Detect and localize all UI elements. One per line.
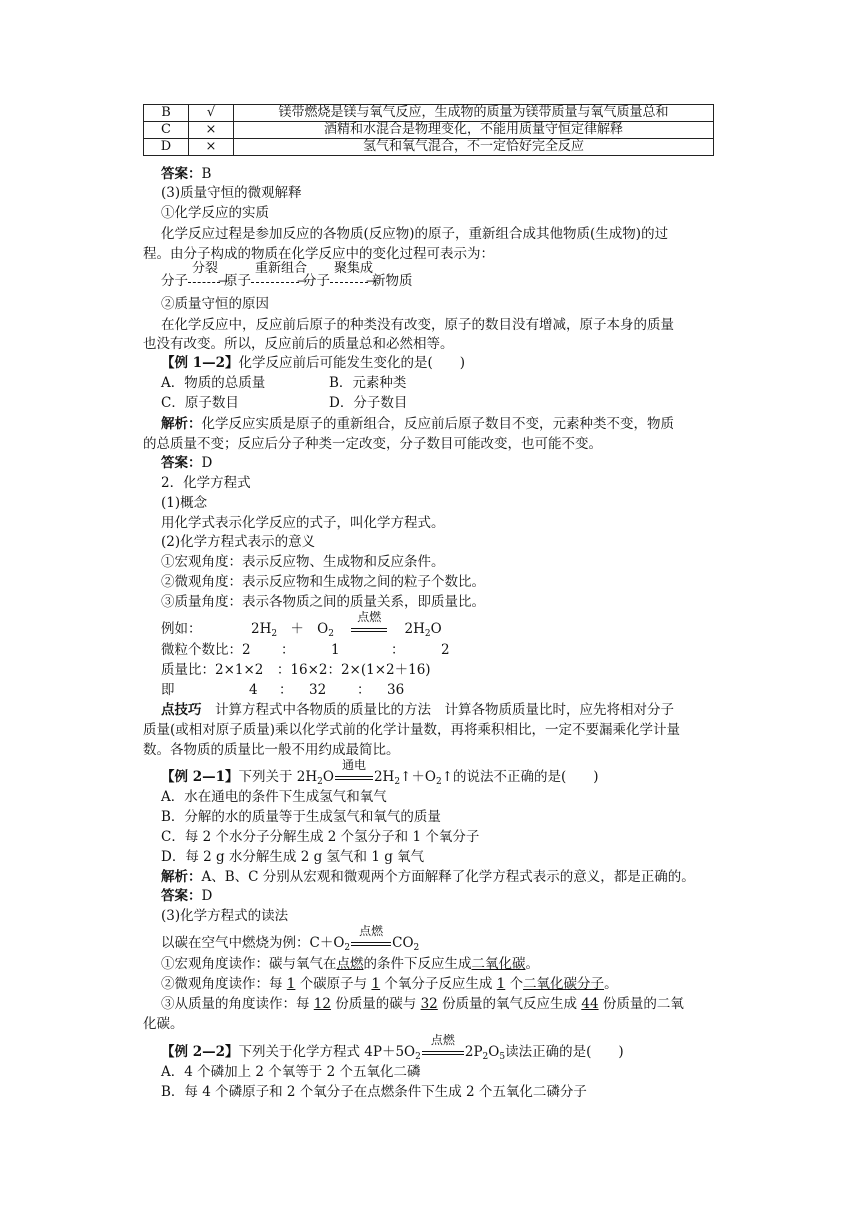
underlined-text: 1 bbox=[286, 976, 296, 992]
paragraph-line: 程。由分子构成的物质在化学反应中的变化过程可表示为： bbox=[143, 246, 494, 262]
text: 的条件下反应生成 bbox=[363, 956, 472, 972]
choice-d: D．每 2 g 水分解生成 2 g 氢气和 1 g 氧气 bbox=[161, 849, 425, 865]
condition-label: 点燃 bbox=[359, 924, 384, 938]
mass-ratio-row: 质量比：2×1×2 ：16×2：2×(1×2＋16) bbox=[161, 662, 431, 678]
option-cell: D bbox=[144, 139, 189, 156]
underlined-text: 点燃 bbox=[336, 956, 364, 972]
formula: CO bbox=[392, 935, 414, 951]
analysis-label: 解析： bbox=[161, 416, 202, 432]
paragraph-line: 用化学式表示化学反应的式子，叫化学方程式。 bbox=[161, 515, 445, 531]
flow-node: 原子 bbox=[224, 273, 251, 289]
arrow-icon bbox=[251, 277, 303, 287]
formula: 2H bbox=[373, 769, 395, 785]
text: ②微观角度读作：每 bbox=[161, 976, 283, 992]
underlined-text: 1 bbox=[371, 976, 381, 992]
subscript: 2 bbox=[424, 629, 431, 639]
text: 份质量的碳与 bbox=[335, 996, 417, 1012]
example-equation bbox=[161, 610, 442, 643]
subsection-heading: ②质量守恒的原因 bbox=[161, 296, 269, 312]
subscript: 5 bbox=[499, 1052, 506, 1062]
formula: ↑＋O bbox=[400, 769, 436, 785]
question-text: ↑的说法不正确的是( ) bbox=[441, 769, 599, 785]
mass-result-row bbox=[161, 681, 404, 699]
table-row bbox=[144, 105, 714, 122]
mark-cell: √ bbox=[189, 105, 234, 122]
mark-cell: × bbox=[189, 139, 234, 156]
paragraph-line: 在化学反应中，反应前后原子的种类没有改变，原子的数目没有增减，原子本身的质量 bbox=[161, 317, 674, 333]
flow-arrow-label: 重新组合 bbox=[255, 261, 308, 276]
reading-macro bbox=[161, 955, 539, 973]
subscript: 2 bbox=[413, 943, 420, 953]
reading-text: 以碳在空气中燃烧为例：C＋O bbox=[161, 935, 345, 951]
text: 个氧分子反应生成 bbox=[384, 976, 493, 992]
choice-b: B．分解的水的质量等于生成氢气和氧气的质量 bbox=[161, 809, 441, 825]
text: 个碳原子与 bbox=[299, 976, 368, 992]
question-text: 读法正确的是( ) bbox=[505, 1044, 624, 1060]
choice-row bbox=[161, 394, 407, 412]
explanation-cell: 酒精和水混合是物理变化，不能用质量守恒定律解释 bbox=[234, 122, 714, 139]
underlined-text: 12 bbox=[313, 996, 331, 1012]
underlined-text: 44 bbox=[581, 996, 599, 1012]
option-cell: B bbox=[144, 105, 189, 122]
choice-c: C．每 2 个水分子分解生成 2 个氢分子和 1 个氧分子 bbox=[161, 829, 480, 845]
transformation-flow bbox=[161, 261, 413, 290]
equals-sign-icon bbox=[335, 776, 373, 780]
formula: 2H bbox=[404, 621, 425, 637]
question-text: 下列关于化学方程式 4P＋5O bbox=[238, 1044, 416, 1060]
tip-label: 点技巧 bbox=[161, 702, 202, 718]
count-label: 微粒个数比：2 bbox=[161, 642, 251, 658]
mark-cell: × bbox=[189, 122, 234, 139]
paragraph-line: 也没有改变。所以，反应前后的质量总和必然相等。 bbox=[143, 336, 454, 352]
ratio-value: 36 bbox=[387, 682, 405, 698]
reaction-condition bbox=[334, 758, 374, 786]
underlined-text: 32 bbox=[420, 996, 438, 1012]
answer-line bbox=[161, 887, 212, 905]
separator: ： bbox=[281, 642, 295, 658]
formula: 2H bbox=[251, 621, 272, 637]
section-heading: (3)质量守恒的微观解释 bbox=[161, 185, 302, 201]
option-cell: C bbox=[144, 122, 189, 139]
count-ratio-row bbox=[161, 641, 450, 659]
analysis-label: 解析： bbox=[161, 869, 202, 885]
question-text: 化学反应前后可能发生变化的是( ) bbox=[238, 355, 466, 371]
choice-b: B．元素种类 bbox=[329, 375, 407, 391]
reaction-condition bbox=[350, 924, 392, 952]
tip-text: 计算方程式中各物质的质量比的方法 计算各物质质量比时，应先将相对分子 bbox=[201, 702, 674, 718]
paragraph-line: 化碳。 bbox=[143, 1016, 184, 1032]
operator: ＋ bbox=[290, 621, 304, 637]
subscript: 2 bbox=[482, 1052, 489, 1062]
list-item: ①宏观角度：表示反应物、生成物和反应条件。 bbox=[161, 554, 445, 570]
paragraph-line: 化学反应过程是参加反应的各物质(反应物)的原子，重新组合成其他物质(生成物)的过 bbox=[161, 226, 669, 242]
flow-arrow bbox=[251, 261, 308, 290]
formula: O bbox=[317, 621, 329, 637]
answer-line bbox=[161, 165, 211, 183]
formula: O bbox=[430, 621, 442, 637]
arrow-icon bbox=[188, 277, 224, 287]
table-row bbox=[144, 139, 714, 156]
section-heading: 2．化学方程式 bbox=[161, 475, 251, 491]
choice-c: C．原子数目 bbox=[161, 395, 239, 411]
flow-node: 新物质 bbox=[372, 273, 413, 289]
flow-node: 分子 bbox=[161, 273, 188, 289]
paragraph-line: 质量(或相对原子质量)乘以化学式前的化学计量数，再将乘积相比，一定不要漏乘化学计量 bbox=[143, 722, 681, 738]
subsection-heading: (3)化学方程式的读法 bbox=[161, 908, 289, 924]
text: ③从质量的角度读作：每 bbox=[161, 996, 310, 1012]
choice-d: D．分子数目 bbox=[329, 395, 408, 411]
flow-arrow bbox=[188, 261, 224, 290]
choice-a: A．水在通电的条件下生成氢气和氧气 bbox=[161, 789, 387, 805]
subscript: 2 bbox=[271, 629, 278, 639]
reaction-condition bbox=[421, 1033, 465, 1061]
subscript: 2 bbox=[415, 1052, 421, 1062]
ratio-value: 32 bbox=[309, 682, 327, 698]
text: ①宏观角度读作：碳与氧气在 bbox=[161, 956, 337, 972]
formula: 2P bbox=[464, 1044, 483, 1060]
answer-options-table bbox=[143, 104, 714, 156]
example-label: 【例 2—2】 bbox=[161, 1044, 239, 1060]
subscript: 2 bbox=[344, 943, 351, 953]
ratio-value: 2 bbox=[441, 642, 450, 658]
equals-sign-icon bbox=[351, 628, 387, 632]
explanation-cell: 氢气和氧气混合，不一定恰好完全反应 bbox=[234, 139, 714, 156]
flow-arrow bbox=[330, 261, 374, 290]
example-label: 【例 1—2】 bbox=[161, 355, 239, 371]
paragraph-line: 数。各物质的质量比一般不用约成最简比。 bbox=[143, 742, 400, 758]
analysis-line bbox=[161, 868, 695, 886]
tip-line bbox=[161, 701, 674, 719]
text: 份质量的氧气反应生成 bbox=[442, 996, 578, 1012]
flow-arrow-label: 分裂 bbox=[192, 261, 219, 276]
arrow-icon bbox=[330, 277, 372, 287]
question-text: 下列关于 2H bbox=[238, 769, 318, 785]
choice-a: A．物质的总质量 bbox=[161, 375, 266, 391]
answer-line bbox=[161, 454, 212, 472]
ratio-value: 1 bbox=[331, 642, 340, 658]
analysis-text: A、B、C 分别从宏观和微观两个方面解释了化学方程式表示的意义，都是正确的。 bbox=[201, 869, 695, 885]
choice-a: A．4 个磷加上 2 个氧等于 2 个五氧化二磷 bbox=[161, 1064, 421, 1080]
equals-sign-icon bbox=[351, 942, 391, 946]
explanation-cell: 镁带燃烧是镁与氧气反应，生成物的质量为镁带质量与氧气质量总和 bbox=[234, 105, 714, 122]
text: 。 bbox=[525, 956, 539, 972]
choice-row bbox=[161, 374, 406, 392]
reaction-condition bbox=[348, 610, 390, 638]
ratio-value: 4 bbox=[249, 682, 258, 698]
separator: ： bbox=[279, 682, 293, 698]
separator: ： bbox=[391, 642, 405, 658]
list-item: ②微观角度：表示反应物和生成物之间的粒子个数比。 bbox=[161, 574, 485, 590]
condition-label: 通电 bbox=[341, 758, 366, 772]
example-question bbox=[161, 354, 465, 372]
condition-label: 点燃 bbox=[357, 610, 382, 624]
table-row bbox=[144, 122, 714, 139]
underlined-text: 1 bbox=[496, 976, 506, 992]
example-label: 【例 2—1】 bbox=[161, 769, 239, 785]
text: 。 bbox=[604, 976, 618, 992]
flow-arrow-label: 聚集成 bbox=[334, 261, 374, 276]
example-label: 例如： bbox=[161, 621, 202, 637]
subsection-heading: (2)化学方程式表示的意义 bbox=[161, 534, 316, 550]
answer-value: B bbox=[201, 166, 212, 182]
equals-sign-icon bbox=[422, 1051, 464, 1055]
prefix: 即 bbox=[161, 682, 175, 698]
paragraph-line: 的总质量不变；反应后分子种类一定改变，分子数目可能改变，也可能不变。 bbox=[143, 436, 602, 452]
separator: ： bbox=[357, 682, 371, 698]
answer-label: 答案： bbox=[161, 166, 202, 182]
answer-value: D bbox=[201, 888, 213, 904]
subscript: 2 bbox=[394, 777, 401, 787]
underlined-text: 二氧化碳 bbox=[471, 956, 526, 972]
answer-label: 答案： bbox=[161, 888, 202, 904]
formula: O bbox=[488, 1044, 500, 1060]
reading-mass bbox=[161, 995, 684, 1013]
subsection-heading: ①化学反应的实质 bbox=[161, 205, 269, 221]
underlined-text: 二氧化碳分子 bbox=[523, 976, 605, 992]
formula: O bbox=[322, 769, 334, 785]
flow-node: 分子 bbox=[303, 273, 330, 289]
answer-label: 答案： bbox=[161, 455, 202, 471]
analysis-line bbox=[161, 415, 674, 433]
text: 份质量的二氧 bbox=[602, 996, 684, 1012]
condition-label: 点燃 bbox=[430, 1033, 455, 1047]
text: 个 bbox=[509, 976, 524, 992]
subscript: 2 bbox=[328, 629, 334, 639]
subscript: 2 bbox=[435, 777, 442, 787]
subsection-heading: (1)概念 bbox=[161, 495, 208, 511]
analysis-text: 化学反应实质是原子的重新组合，反应前后原子数目不变，元素种类不变，物质 bbox=[201, 416, 674, 432]
reading-micro bbox=[161, 975, 618, 993]
list-item: ③质量角度：表示各物质之间的质量关系，即质量比。 bbox=[161, 594, 485, 610]
choice-b: B．每 4 个磷原子和 2 个氧分子在点燃条件下生成 2 个五氧化二磷分子 bbox=[161, 1084, 587, 1100]
subscript: 2 bbox=[317, 777, 323, 787]
reading-example bbox=[161, 924, 420, 957]
answer-value: D bbox=[201, 455, 213, 471]
